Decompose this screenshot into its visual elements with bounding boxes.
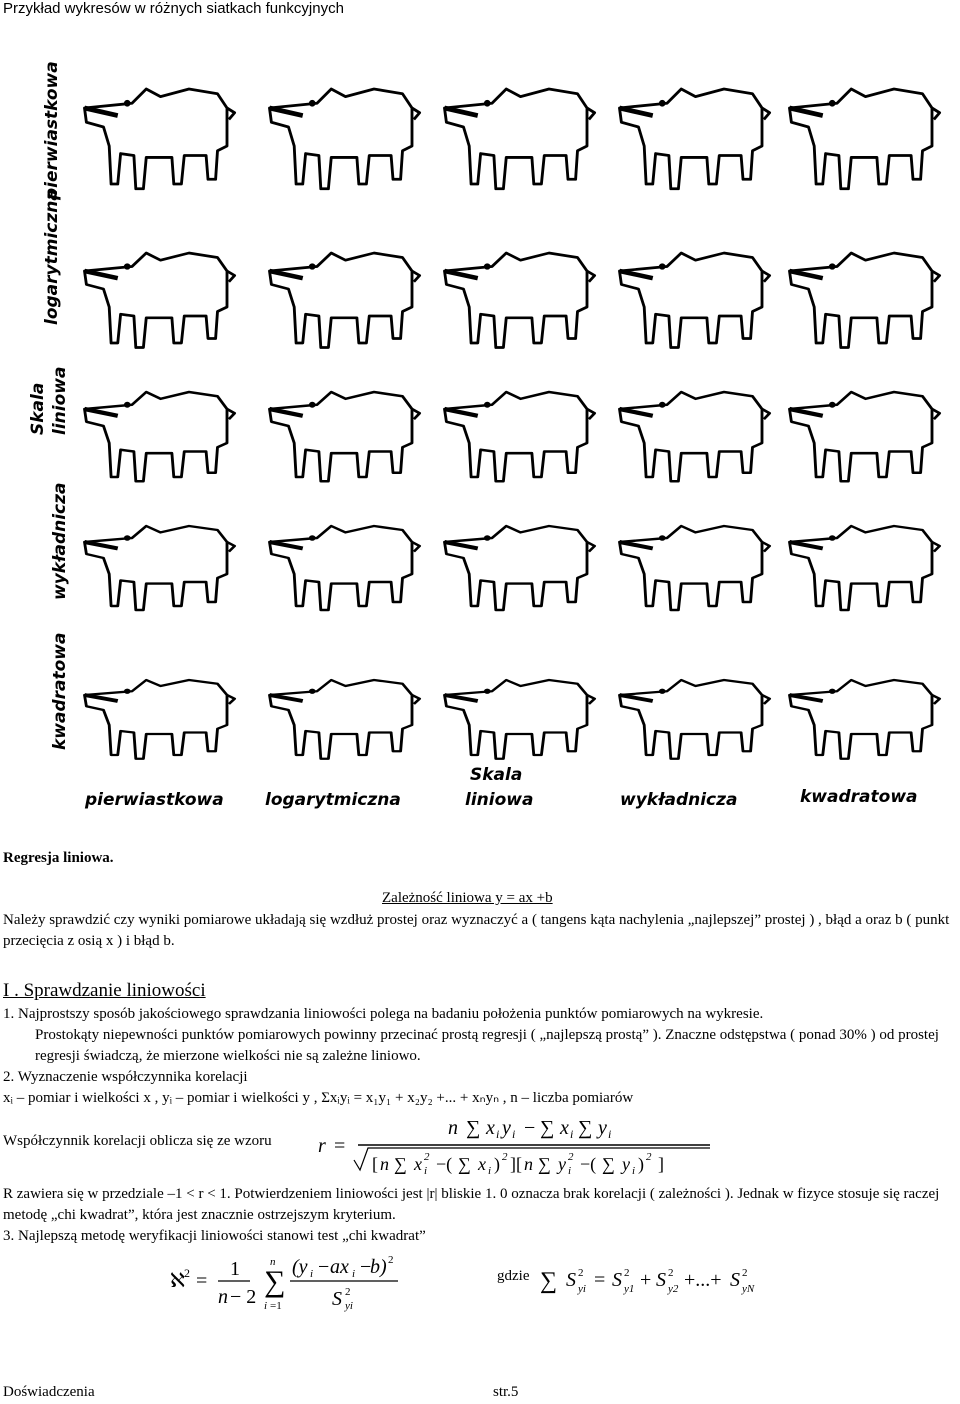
variance-sum-formula: [540, 1262, 800, 1302]
row-label-logarytmiczna: logarytmiczna: [42, 189, 62, 325]
linearity-heading: I . Sprawdzanie liniowości: [3, 980, 206, 1001]
svg-text:(y: (y: [292, 1256, 308, 1278]
svg-text:y1: y1: [624, 1283, 635, 1295]
paragraph-1-line2: Prostokąty niepewności punktów pomiarowych powinny przecinać prostą regresji ( „najlepszą prostą” ). Znaczne odstępstwa ( ponad 30% ) od prostej regresji świadczą, że mierzone wielkości nie są zależne liniowo.: [35, 1027, 939, 1064]
footer-page-number: str.5: [493, 1384, 519, 1400]
svg-text:2: 2: [424, 1151, 430, 1163]
svg-text:y: y: [502, 1117, 511, 1139]
svg-text:2: 2: [345, 1286, 351, 1298]
svg-text:∑: ∑: [540, 1117, 555, 1139]
svg-text:x: x: [414, 1154, 422, 1174]
correlation-formula-label: Współczynnik korelacji oblicza się ze wzoru: [3, 1133, 272, 1149]
range-paragraph: R zawiera się w przedziale –1 < r < 1. Potwierdzeniem liniowości jest |r| bliskie 1. 0 oznacza brak korelacji ( zależności ). Jednak w fizyce stosuje się raczej metodę „chi kwadrat”, która jest znacznie ostrzejszym kryterium.: [3, 1186, 940, 1223]
svg-text:i: i: [632, 1165, 636, 1176]
svg-text:2: 2: [568, 1151, 574, 1163]
paragraph-1: [3, 1004, 953, 1067]
svg-text:[: [: [372, 1154, 378, 1174]
svg-text:i: i: [310, 1268, 314, 1280]
svg-text:S: S: [332, 1288, 342, 1310]
col-label-liniowa: liniowa: [465, 790, 534, 810]
footer-left: Doświadczenia: [3, 1384, 95, 1400]
svg-text:2: 2: [742, 1267, 748, 1279]
svg-text:=1: =1: [270, 1300, 282, 1312]
svg-text:ax: ax: [330, 1256, 349, 1278]
svg-text:2: 2: [578, 1267, 584, 1279]
svg-text:): ): [638, 1154, 644, 1174]
svg-text:=: =: [334, 1135, 346, 1157]
svg-text:+...+: +...+: [684, 1269, 722, 1291]
variables-definition: xᵢ – pomiar i wielkości x , yᵢ – pomiar i wielkości y , Σxᵢyᵢ = x₁y₁ + x₂y₂ +... + xₙyₙ , n – liczba pomiarów: [3, 1090, 634, 1106]
svg-text:−: −: [524, 1117, 536, 1139]
svg-text:− 2: − 2: [230, 1286, 257, 1308]
svg-text:−(: −(: [580, 1154, 597, 1174]
row-label-kwadratowa: kwadratowa: [50, 632, 70, 750]
svg-text:]: ]: [658, 1154, 664, 1174]
svg-text:−(: −(: [436, 1154, 453, 1174]
svg-text:∑: ∑: [540, 1268, 558, 1294]
svg-text:i: i: [496, 1127, 500, 1141]
row-label-skala: Skala: [28, 382, 48, 435]
svg-text:x: x: [560, 1117, 569, 1139]
svg-text:S: S: [612, 1269, 622, 1291]
svg-text:][: ][: [510, 1154, 522, 1174]
section-subtitle: Zależność liniowa y = ax +b: [382, 890, 553, 906]
svg-text:y: y: [622, 1154, 630, 1174]
svg-text:): ): [494, 1154, 500, 1174]
svg-text:=: =: [594, 1269, 606, 1291]
svg-text:S: S: [566, 1269, 576, 1291]
row-label-wykladnicza: wykładnicza: [50, 482, 70, 600]
svg-text:b): b): [370, 1256, 387, 1278]
svg-text:y: y: [558, 1154, 566, 1174]
svg-text:−: −: [318, 1256, 330, 1278]
svg-text:=: =: [196, 1270, 208, 1292]
col-label-wykladnicza: wykładnicza: [620, 790, 738, 810]
svg-text:yi: yi: [345, 1300, 353, 1312]
svg-text:x: x: [478, 1154, 486, 1174]
row-label-liniowa: liniowa: [50, 366, 70, 435]
svg-text:n: n: [380, 1154, 389, 1174]
svg-text:∑: ∑: [458, 1154, 471, 1174]
svg-text:i: i: [424, 1165, 428, 1176]
svg-text:∑: ∑: [466, 1117, 481, 1139]
svg-text:i: i: [512, 1127, 516, 1141]
svg-text:ℵ: ℵ: [170, 1270, 185, 1292]
svg-text:i: i: [488, 1165, 492, 1176]
svg-text:y: y: [598, 1117, 607, 1139]
svg-text:i: i: [608, 1127, 612, 1141]
svg-text:2: 2: [388, 1254, 394, 1266]
svg-text:S: S: [656, 1269, 666, 1291]
svg-text:∑: ∑: [264, 1265, 286, 1298]
svg-text:x: x: [486, 1117, 495, 1139]
svg-text:2: 2: [668, 1267, 674, 1279]
svg-text:∑: ∑: [538, 1154, 551, 1174]
svg-text:2: 2: [624, 1267, 630, 1279]
intro-paragraph: Należy sprawdzić czy wyniki pomiarowe układają się wzdłuż prostej oraz wyznaczyć a ( tangens kąta nachylenia „najlepszej” prostej ) , błąd a oraz b ( punkt przecięcia z osią x ) i błąd b.: [3, 912, 950, 949]
svg-text:2: 2: [646, 1151, 652, 1163]
svg-text:i: i: [570, 1127, 574, 1141]
svg-text:i: i: [352, 1268, 356, 1280]
svg-text:n: n: [524, 1154, 533, 1174]
paragraph-1-line1: 1. Najprostszy sposób jakościowego sprawdzania liniowości polega na badaniu położenia punktów pomiarowych na wykresie.: [3, 1006, 764, 1022]
svg-text:+: +: [640, 1269, 652, 1291]
svg-text:∑: ∑: [394, 1154, 407, 1174]
svg-text:1: 1: [230, 1258, 240, 1280]
gdzie-label: gdzie: [497, 1268, 530, 1284]
svg-text:i: i: [264, 1300, 268, 1312]
svg-text:2: 2: [184, 1266, 190, 1280]
svg-text:n: n: [270, 1256, 276, 1268]
svg-text:n: n: [218, 1286, 228, 1308]
col-label-logarytmiczna: logarytmiczna: [265, 790, 401, 810]
svg-text:yi: yi: [578, 1283, 586, 1295]
paragraph-2: 2. Wyznaczenie współczynnika korelacji: [3, 1069, 248, 1085]
section-title: Regresja liniowa.: [3, 850, 114, 866]
col-label-pierwiastkowa: pierwiastkowa: [85, 790, 224, 810]
svg-text:∑: ∑: [602, 1154, 615, 1174]
svg-text:−: −: [360, 1256, 372, 1278]
svg-text:2: 2: [502, 1151, 508, 1163]
col-label-kwadratowa: kwadratowa: [800, 787, 918, 807]
chi-square-formula: [170, 1247, 400, 1327]
paragraph-3: 3. Najlepszą metodę weryfikacji liniowości stanowi test „chi kwadrat”: [3, 1228, 426, 1244]
svg-text:∑: ∑: [578, 1117, 593, 1139]
svg-text:yN: yN: [742, 1283, 755, 1295]
col-label-skala: Skala: [470, 765, 523, 785]
row-label-pierwiastkowa: pierwiastkowa: [42, 61, 62, 200]
svg-text:y2: y2: [668, 1283, 679, 1295]
svg-text:r: r: [318, 1135, 326, 1157]
svg-text:S: S: [730, 1269, 740, 1291]
svg-text:n: n: [448, 1117, 458, 1139]
correlation-formula: [318, 1112, 710, 1176]
svg-text:i: i: [568, 1165, 572, 1176]
page-header-title: Przykład wykresów w różnych siatkach funkcyjnych: [3, 0, 344, 17]
pig-scales-illustration: [20, 30, 955, 845]
